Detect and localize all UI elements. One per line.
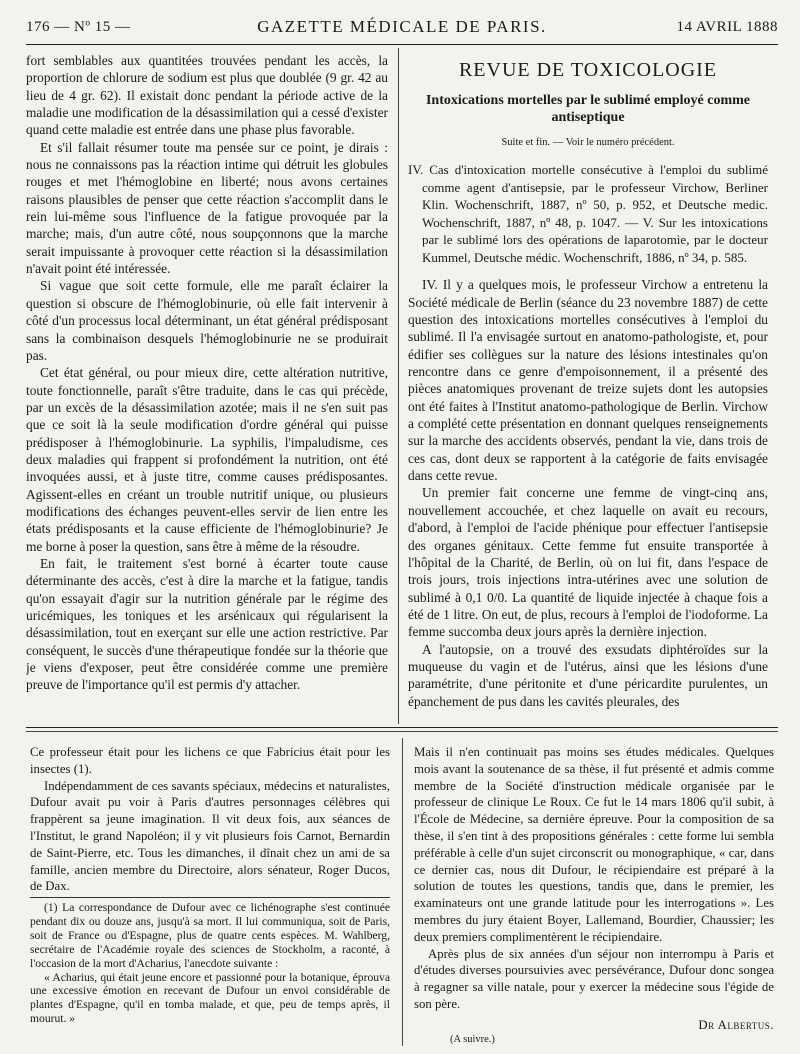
paragraph: Indépendamment de ces savants spéciaux, médecins et naturalistes, Dufour avait pu voir à Paris d'autres personnages célèbres qui frappèrent sa jeune imagination. Il vit deux fois, aux séances de l'Institut, le grand Napoléon; il y vit plusieurs fois Carnot, Bernardin de Saint-Pierre, etc. Tous les dimanches, il dînait chez un ami de sa famille, ancien membre du Directoire, alors sénateur, Roger Ducos, de Dax. [30,778,390,894]
paragraph: En fait, le traitement s'est borné à écarter toute cause déterminante des accès, c'est à dire la marche et la fatigue, tandis qu'on essayait d'agir sur la nutrition générale par le régime des uricémiques, les toniques et les arsénicaux qui régularisent la désassimilation, tout en exerçant sur elle une action restrictive. Par conséquent, le succès d'une thérapeutique fondée sur la théorie que je viens d'exposer, peut être considérée comme une première preuve de l'importance qu'il est permis d'y attacher. [26,555,388,693]
continuation-note: Suite et fin. — Voir le numéro précédent. [501,137,675,148]
to-be-continued: (A suivre.) [450,1033,495,1044]
column-divider [398,48,399,724]
journal-title: GAZETTE MÉDICALE DE PARIS. [257,17,547,36]
article-subtitle: Intoxications mortelles par le sublimé employé comme antiseptique [425,93,751,125]
author-signature: Dr Albertus. [698,1017,774,1032]
paragraph: A l'autopsie, on a trouvé des exsudats diphtéroïdes sur la muqueuse du vagin et de l'utérus, ainsi que les lésions d'une paramétrite, d'une péritonite et d'une péricardite purulentes, un épanchement de pus dans les cavités pleurales, des [408,641,768,709]
paragraph: Et s'il fallait résumer toute ma pensée sur ce point, je dirais : nous ne connaissons pas la réaction intime qui détruit les globules rouges et met l'hémoglobine en liberté; nous avons certaines raisons plausibles de penser que cette réaction s'accomplit dans le rein lui-même sous l'influence de la fatigue provoquée par la marche; mais, d'un autre côté, nous soupçonnons que la marche serait impuissante à provoquer cette réaction si la désassimilation n'avait point été intéressée. [26,139,388,277]
footnote-rule [30,897,390,898]
paragraph: Après plus de six années d'un séjour non interrompu à Paris et d'études diverses poursuivies avec persévérance, Dufour donc songea à regagner sa ville natale, pour y exercer la médecine sous l'égide de son père. [414,946,774,1011]
paragraph: Un premier fait concerne une femme de vingt-cinq ans, nouvellement accouchée, et chez laquelle on avait eu recours, d'abord, à l'emploi de l'acide phénique pour effectuer l'antisepsie des organes génitaux. Cette femme fut ensuite transportée à l'hôpital de la Charité, de Berlin, où on lui fit, dans l'espace de trois jours, trois injections intra-utérines avec une solution de sublimé à 0,1 0/0. La quantité de liquide injectée à chaque fois a été de 1 litre. On eut, de plus, recours à l'emploi de l'iodoforme. La femme succomba deux jours après la dernière injection. [408,485,768,640]
header-rule [26,44,778,45]
page-header [26,14,778,40]
paragraph: Ce professeur était pour les lichens ce que Fabricius était pour les insectes (1). [30,745,390,776]
paragraph: Cet état général, ou pour mieux dire, cette altération nutritive, toute fonctionnelle, paraît s'être traduite, dans le cas qui précède, par un excès de la désassimilation azotée; mais il ne s'en suit pas que ce soit là la seule modification d'ordre général qui puisse prédisposer à l'hémoglobinurie. La syphilis, l'impaludisme, ces deux maladies qui frappent si profondément la nutrition, ont été invoquées aussi, et à juste titre, comme causes prédisposantes. Agissent-elles en créant un trouble nutritif unique, ou plusieurs modifications des échanges peuvent-elles servir de lien entre les états prédisposants et la cause efficiente de l'hémoglobinurie? Je me borne à poser la question, sans être à même de la résoudre. [26,365,388,554]
paragraph: Mais il n'en continuait pas moins ses études médicales. Quelques mois avant la soutenance de sa thèse, il fut présenté et admis comme membre de la Société d'instruction médicale organisée par le professeur de clinique Le Roux. Ce fut le 14 mars 1806 qu'il subit, à l'École de Médecine, sa dernière épreuve. Pour la composition de sa thèse, il s'en tint à des propositions générales : cette forme lui sembla préférable à celle d'un sujet circonscrit ou monographique, « car, dans ce dernier cas, nous dit Dufour, le récipiendaire est préparé à la solution de toutes les questions, tandis que, dans le premier, les examinateurs ont une grande latitude pour les interrogations ». Les membres du jury étaient Boyer, Lallemand, Bourdier, Chaussier; les deux premiers complimentèrent le récipiendaire. [414,745,774,944]
page-number: 176 — Nº 15 — [26,18,131,35]
footnote-quote: « Acharius, qui était jeune encore et passionné pour la botanique, éprouva une excessive émotion en recevant de Dufour un envoi considérable de plantes d'Espagne, qu'il en tomba malade, et que, peu de temps après, il mourut. » [30,970,390,1026]
paragraph: Si vague que soit cette formule, elle me paraît éclairer la question si obscure de l'hémoglobinurie, où elle fait intervenir à côté d'un processus local déterminant, un état général prédisposant sans la combinaison desquels l'hémoglobinurie ne se produirait pas. [26,278,388,363]
lower-right-column [414,744,774,1044]
feuilleton-rule [26,727,778,728]
feuilleton-rule-secondary [26,731,778,732]
paragraph: fort semblables aux quantitées trouvées pendant les accès, la proportion de chlorure de sodium est plus que doublée (9 gr. 42 au lieu de 4 gr. 62). Il existait donc pendant la période active de la maladie une modification de la désassimilation qui a cessé d'exister quand cette maladie est entrée dans une phase plus favorable. [26,53,388,138]
footnote-text: (1) La correspondance de Dufour avec ce lichénographe s'est continuée pendant dix ou douze ans, jusqu'à sa mort. Il lui communiqua, soit de Paris, soit de France ou d'Espagne, plus de quatre cents espèces. M. Wahlberg, secrétaire de l'Académie royale des sciences de Stockholm, a raconté, à l'occasion de la mort d'Acharius, l'anecdote suivante : [30,901,390,970]
issue-date: 14 AVRIL 1888 [676,18,778,35]
upper-right-column [408,52,768,722]
upper-left-column [26,52,388,717]
lower-left-column [30,744,390,894]
paragraph: IV. Il y a quelques mois, le professeur Virchow a entretenu la Société médicale de Berlin (séance du 23 novembre 1887) de cette question des intoxications mortelles consécutives à l'emploi du sublimé. Il l'a envisagée surtout en anatomo-pathologiste, et, pour édifier ses collègues sur la nature des lésions intestinales qu'on rencontre dans ce genre d'empoisonnement, il a présenté des pièces anatomiques provenant de treize sujets dont les autopsies ont été faites à l'Institut anatomo-pathologique de Berlin. Virchow a complété cette présentation en donnant quelques renseignements sur la marche des accidents observés, pendant la vie, dans trois de ces cas, dont deux se rapportent à la catégorie de faits envisagée dans cette revue. [408,277,768,484]
references: IV. Cas d'intoxication mortelle consécutive à l'emploi du sublimé comme agent d'antisepsie, par le professeur Virchow, Berliner Klin. Wochenschrift, 1887, nº 50, p. 952, et Deutsche medic. Wochenschrift, 1887, nº 48, p. 1047. — V. Sur les intoxications par le sublimé lors des opérations de laparotomie, par le docteur Kummel, Deutsche médic. Wochenschrift, 1886, nº 34, p. 585. [408,162,768,265]
section-title: REVUE DE TOXICOLOGIE [458,59,718,81]
column-divider-lower [402,738,403,1046]
footnote [30,901,390,1047]
